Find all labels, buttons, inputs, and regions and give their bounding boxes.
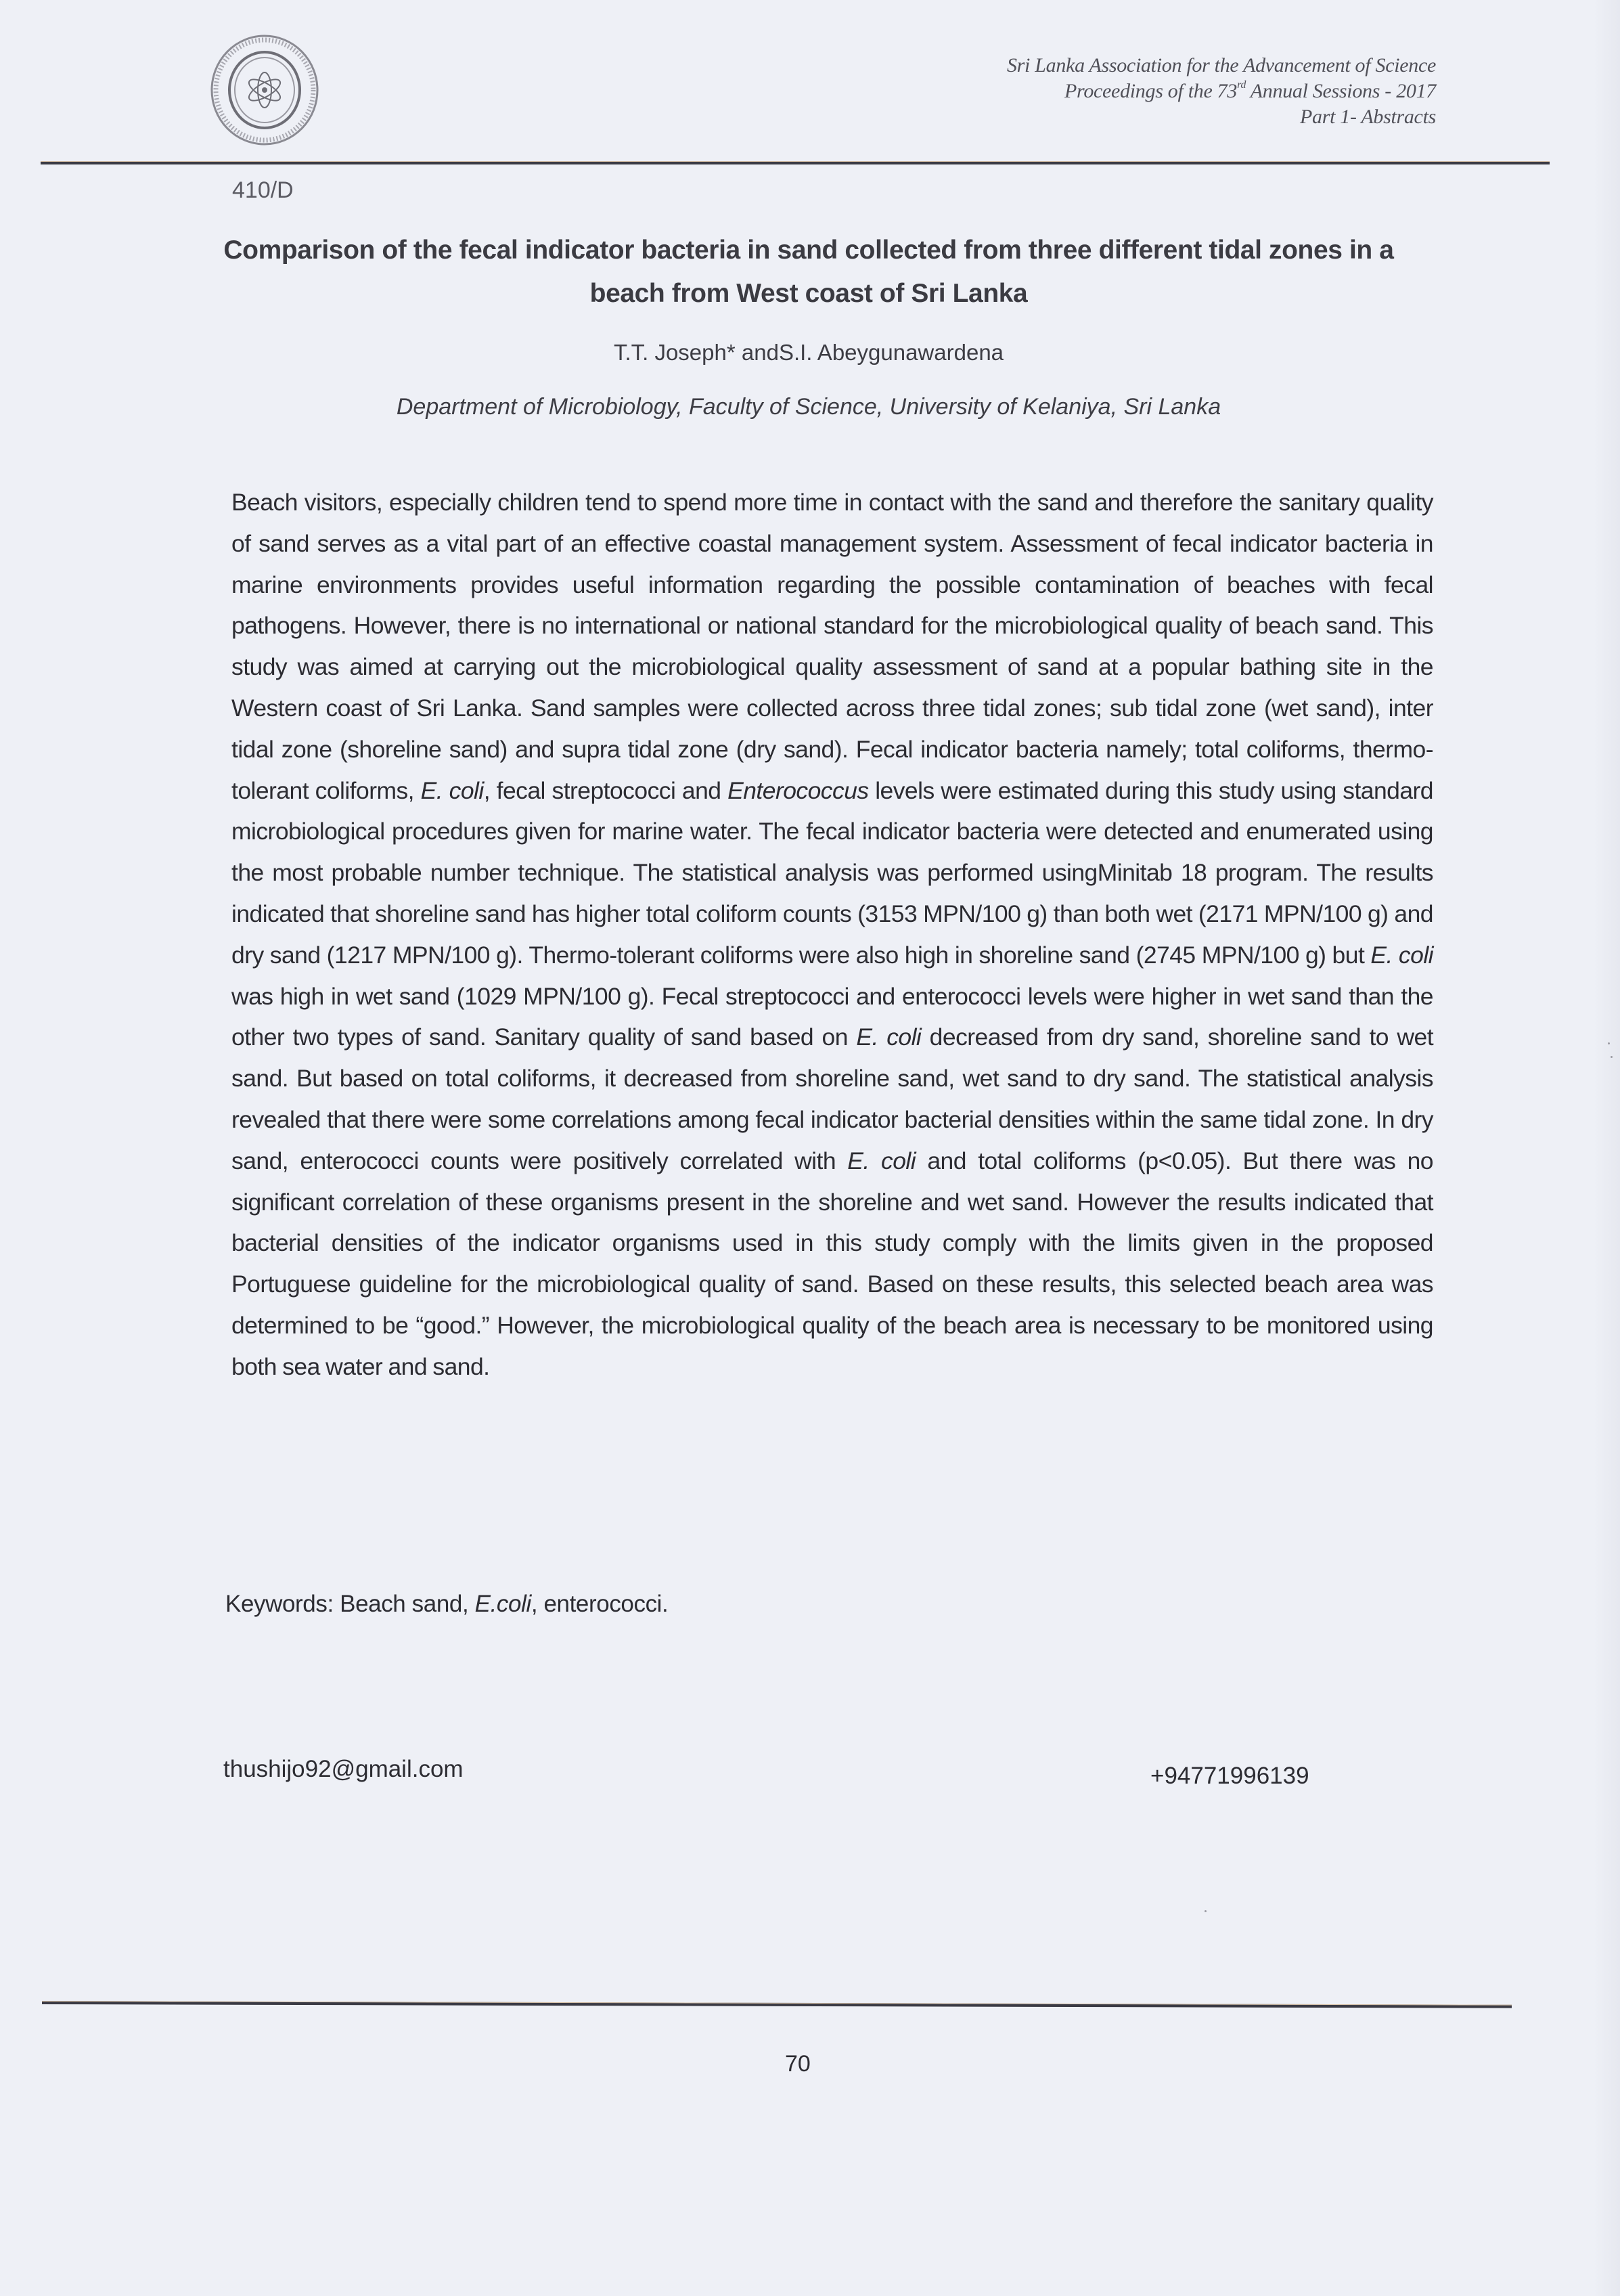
running-head-proceedings-prefix: Proceedings of the 73 <box>1064 80 1238 102</box>
species-name: E. coli <box>1370 941 1433 969</box>
header-divider <box>41 161 1550 164</box>
running-head-proceedings-suffix: Annual Sessions - 2017 <box>1246 80 1436 102</box>
species-name: Enterococcus <box>727 776 869 804</box>
species-name: E. coli <box>856 1023 922 1051</box>
abstract-text-segment: Beach visitors, especially children tend to spend more time in contact with the sand and therefore the sanitary quality of sand serves as a vital part of an effective coastal management system. Assessment of fecal indicator bacteria in marine environments provides useful information regarding the possible contamination of beaches with fecal pathogens. However, there is no international or national standard for the microbiological quality of beach sand. This study was aimed at carrying out the microbiological quality assessment of sand at a popular bathing site in the Western coast of Sri Lanka. Sand samples were collected across three tidal zones; sub tidal zone (wet sand), inter tidal zone (shoreline sand) and supra tidal zone (dry sand). Fecal indicator bacteria namely; total coliforms, thermo-tolerant coliforms, <box>231 489 1433 804</box>
scan-speck <box>1205 1910 1207 1912</box>
ordinal-suffix: rd <box>1237 79 1246 91</box>
abstract-text-segment: was high in wet sand (1029 MPN/100 g). Fecal streptococci and enterococci levels were higher in wet sand than the other two types of sand. Sanitary quality of sand based on <box>231 982 1433 1051</box>
species-name: E. coli <box>847 1147 916 1174</box>
abstract-text-segment: decreased from dry sand, shoreline sand to wet sand. But based on total coliforms, it decreased from shoreline sand, wet sand to dry sand. The statistical analysis revealed that there were some correlations among fecal indicator bacterial densities within the same tidal zone. In dry sand, enterococci counts were positively correlated with <box>231 1023 1434 1174</box>
paper-title: Comparison of the fecal indicator bacteria in sand collected from three different tidal zones in a beach from West coast of Sri Lanka <box>223 236 1394 308</box>
page-number: 70 <box>785 2051 811 2077</box>
running-head-proceedings <box>1007 79 1436 104</box>
keywords-rest: , enterococci. <box>531 1591 669 1617</box>
abstract-text-segment: and total coliforms (p<0.05). But there was no significant correlation of these organisms present in the shoreline and wet sand. However the results indicated that bacterial densities of the indicator organisms used in this study comply with the limits given in the proposed Portuguese guideline for the microbiological quality of sand. Based on these results, this selected beach area was determined to be “good.” However, the microbiological quality of the beach area is necessary to be monitored using both sea water and sand. <box>231 1147 1434 1380</box>
scan-speck <box>1611 1056 1613 1058</box>
scan-speck <box>1608 1042 1610 1044</box>
running-head-part: Part 1- Abstracts <box>1299 106 1436 128</box>
keywords <box>225 1591 668 1618</box>
keywords-label: Keywords: Beach sand, <box>225 1591 475 1617</box>
keyword-species: E.coli <box>474 1591 531 1617</box>
seal-emblem-icon <box>208 34 321 146</box>
running-head <box>1007 53 1436 130</box>
authors: T.T. Joseph* andS.I. Abeygunawardena <box>613 340 1004 365</box>
footer-divider <box>42 2001 1512 2008</box>
abstract-text-segment: , fecal streptococci and <box>483 776 728 804</box>
running-head-society: Sri Lanka Association for the Advancement of Science <box>1006 54 1436 76</box>
abstract-body <box>231 482 1433 1388</box>
contact-phone: +94771996139 <box>1150 1763 1309 1789</box>
society-seal-icon <box>208 34 321 146</box>
contact-email[interactable]: thushijo92@gmail.com <box>223 1756 464 1782</box>
abstract-id: 410/D <box>232 177 294 203</box>
species-name: E. coli <box>420 776 484 804</box>
scan-edge-shadow <box>1593 0 1620 2296</box>
affiliation: Department of Microbiology, Faculty of Science, University of Kelaniya, Sri Lanka <box>396 394 1221 420</box>
abstract-text-segment: levels were estimated during this study using standard microbiological procedures given for marine water. The fecal indicator bacteria were detected and enumerated using the most probable number technique. The statistical analysis was performed usingMinitab 18 program. The results indicated that shoreline sand has higher total coliform counts (3153 MPN/100 g) than both wet (2171 MPN/100 g) and dry sand (1217 MPN/100 g). Thermo-tolerant coliforms were also high in shoreline sand (2745 MPN/100 g) but <box>231 776 1433 969</box>
